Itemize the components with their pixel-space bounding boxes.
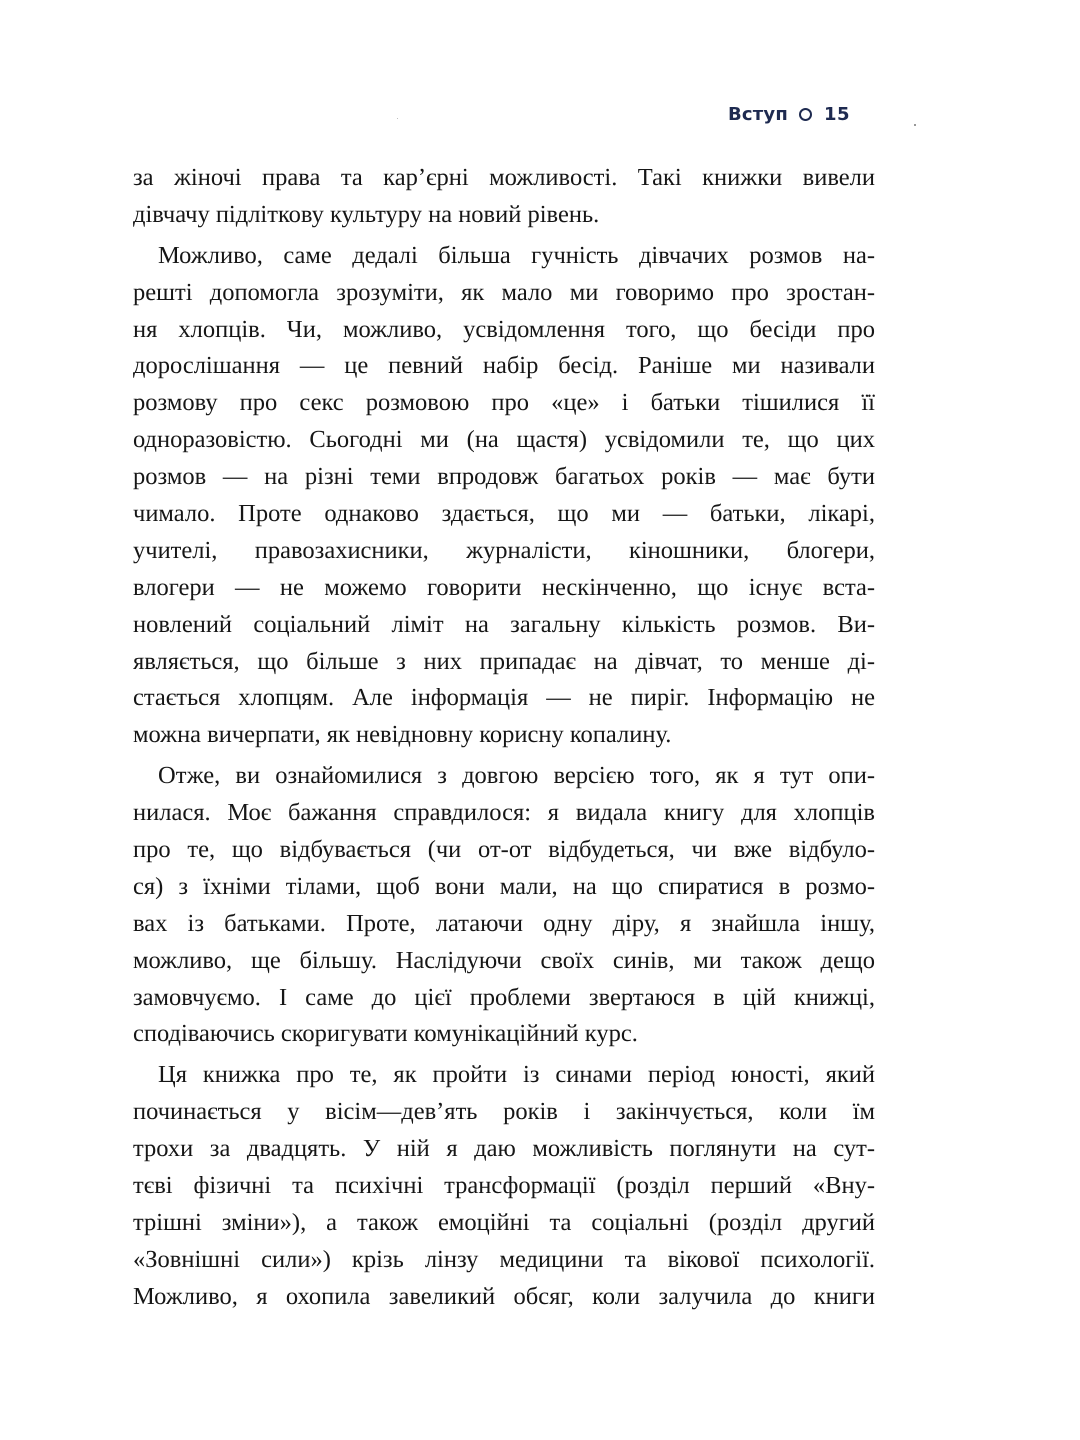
text-line: дівчачу підліткову культуру на новий рівень. [133,200,600,228]
text-line: Можливо, саме дедалі більша гучність дівчачих розмов на- [158,241,875,269]
paragraph [133,160,875,234]
text-line: трохи за двадцять. У ній я даю можливість поглянути на сут- [133,1135,875,1163]
text-line: за жіночі права та кар’єрні можливості. Такі книжки вивели [133,164,875,191]
text-line: трішні зміни»), а також емоційні та соціальні (розділ другий [133,1208,875,1236]
text-line: Ця книжка про те, як пройти із синами період юності, який [158,1061,875,1089]
text-line: сподіваючись скоригувати комунікаційний курс. [133,1020,638,1048]
text-line: стається хлопцям. Але інформація — не пиріг. Інформацію не [133,684,875,712]
text-line: нилася. Моє бажання справдилося: я видала книгу для хлопців [133,799,875,827]
speck-mark [914,124,916,126]
circle-icon [799,108,812,121]
text-line: можливо, ще більшу. Наслідуючи своїх синів, ми також дещо [133,946,875,974]
text-line: чимало. Проте однаково здається, що ми — батьки, лікарі, [133,500,875,528]
text-line: розмову про секс розмовою про «це» і батьки тішилися її [133,389,875,417]
text-line: Отже, ви ознайомилися з довгою версією того, як я тут опи- [158,762,875,790]
text-line: влогери — не можемо говорити нескінченно, що існує вста- [133,573,875,601]
text-line: ся) з їхніми тілами, щоб вони мали, на що спиратися в розмо- [133,872,875,900]
text-line: замовчуємо. І саме до цієї проблеми звертаюся в цій книжці, [133,983,875,1011]
text-line: починається у вісім—дев’ять років і закінчується, коли їм [133,1098,875,1126]
section-title: Вступ [728,103,788,125]
text-line: ня хлопців. Чи, можливо, усвідомлення того, що бесіди про [133,315,875,343]
running-head [728,100,878,128]
text-line: одноразовістю. Сьогодні ми (на щастя) усвідомили те, що цих [133,426,875,454]
text-line: учителі, правозахисники, журналісти, кіношники, блогери, [133,536,875,564]
text-line: решті допомогла зрозуміти, як мало ми говоримо про зростан- [133,278,875,306]
text-line: «Зовнішні сили») крізь лінзу медицини та вікової психології. [133,1245,875,1273]
page-number: 15 [824,103,851,125]
text-line: дорослішання — це певний набір бесід. Раніше ми називали [133,352,875,380]
speck-mark [397,118,398,119]
text-line: про те, що відбувається (чи от-от відбудеться, чи вже відбуло- [133,836,875,864]
text-line: розмов — на різні теми впродовж багатьох років — має бути [133,463,875,491]
paragraph [133,758,875,1053]
text-line: вах із батьками. Проте, латаючи одну діру, я знайшла іншу, [133,909,875,937]
text-line: являється, що більше з них припадає на дівчат, то менше ді- [133,647,875,675]
text-line: можна вичерпати, як невідновну корисну копалину. [133,721,672,749]
paragraph [133,1057,875,1315]
text-line: новлений соціальний ліміт на загальну кількість розмов. Ви- [133,610,875,638]
body-text [133,160,875,1316]
paragraph [133,238,875,754]
text-line: тєві фізичні та психічні трансформації (розділ перший «Вну- [133,1172,875,1200]
text-line: Можливо, я охопила завеликий обсяг, коли залучила до книги [133,1282,875,1310]
